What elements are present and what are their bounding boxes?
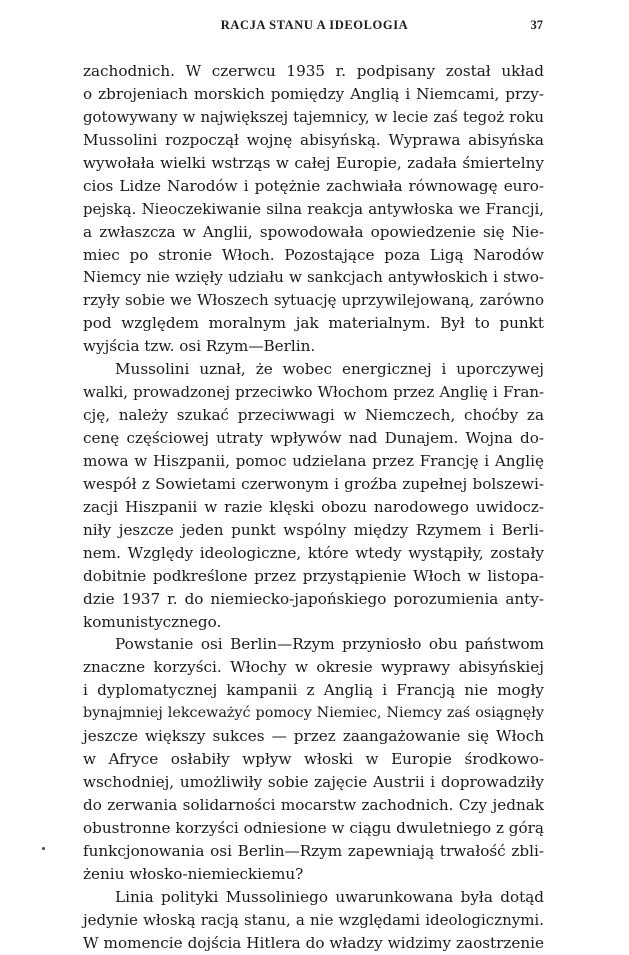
text-line: wywołała wielki wstrząs w całej Europie, zadała śmiertelny	[83, 153, 544, 172]
text-line: wyjścia tzw. osi Rzym—Berlin.	[83, 337, 316, 356]
text-line: Mussolini uznał, że wobec energicznej i uporczywej	[115, 360, 544, 379]
paragraph	[83, 886, 544, 955]
text-line: funkcjonowania osi Berlin—Rzym zapewniają trwałość zbli-	[83, 841, 544, 860]
text-line: dobitnie podkreślone przez przystąpienie Włoch w listopa-	[83, 566, 544, 585]
text-line: niły jeszcze jeden punkt wspólny między Rzymem i Berli-	[83, 520, 544, 539]
running-title: RACJA STANU A IDEOLOGIA	[220, 18, 409, 32]
text-line: miec po stronie Włoch. Pozostające poza Ligą Narodów	[83, 245, 544, 264]
paragraph	[83, 358, 544, 633]
text-line: żeniu włosko-niemieckiemu?	[83, 864, 304, 883]
paper-speck	[42, 847, 45, 850]
page-number: 37	[530, 18, 543, 32]
running-head	[0, 18, 629, 38]
text-line: dzie 1937 r. do niemiecko-japońskiego porozumienia anty-	[83, 589, 544, 608]
text-line: rzyły sobie we Włoszech sytuację uprzywilejowaną, zarówno	[83, 291, 544, 310]
paragraph	[83, 633, 544, 885]
text-line: mowa w Hiszpanii, pomoc udzielana przez Francję i Anglię	[83, 451, 544, 470]
text-line: Mussolini rozpoczął wojnę abisyńską. Wyprawa abisyńska	[83, 130, 544, 149]
text-line: cios Lidze Narodów i potężnie zachwiała równowagę euro-	[83, 176, 544, 195]
text-line: Linia polityki Mussoliniego uwarunkowana była dotąd	[115, 887, 544, 906]
text-line: pod względem moralnym jak materialnym. Był to punkt	[83, 314, 544, 333]
text-line: nem. Względy ideologiczne, które wtedy wystąpiły, zostały	[83, 543, 544, 562]
text-line: Powstanie osi Berlin—Rzym przyniosło obu państwom	[115, 635, 544, 654]
text-line: cję, należy szukać przeciwwagi w Niemczech, choćby za	[83, 406, 544, 425]
text-line: zachodnich. W czerwcu 1935 r. podpisany został układ	[83, 62, 544, 80]
text-line: do zerwania solidarności mocarstw zachodnich. Czy jednak	[83, 796, 544, 814]
paragraph	[83, 60, 544, 358]
text-line: wschodniej, umożliwiły sobie zajęcie Austrii i doprowadziły	[83, 773, 544, 792]
text-line: wespół z Sowietami czerwonym i groźba zupełnej bolszewi-	[83, 474, 544, 493]
text-line: zacji Hiszpanii w razie klęski obozu narodowego uwidocz-	[83, 497, 544, 516]
text-line: gotowywany w największej tajemnicy, w lecie zaś tegoż roku	[83, 107, 544, 126]
text-line: Niemcy nie wzięły udziału w sankcjach antywłoskich i stwo-	[83, 268, 544, 287]
text-line: W momencie dojścia Hitlera do władzy widzimy zaostrzenie	[83, 933, 544, 952]
text-line: jeszcze większy sukces — przez zaangażowanie się Włoch	[83, 727, 544, 746]
text-line: o zbrojeniach morskich pomiędzy Anglią i Niemcami, przy-	[83, 84, 544, 103]
text-line: a zwłaszcza w Anglii, spowodowała opowiedzenie się Nie-	[83, 222, 544, 241]
text-line: bynajmniej lekceważyć pomocy Niemiec, Niemcy zaś osiągnęły	[83, 705, 544, 722]
text-line: jedynie włoską racją stanu, a nie względami ideologicznymi.	[83, 910, 544, 929]
text-line: cenę częściowej utraty wpływów nad Dunajem. Wojna do-	[83, 429, 544, 447]
text-line: obustronne korzyści odniesione w ciągu dwuletniego z górą	[83, 818, 544, 837]
text-line: znaczne korzyści. Włochy w okresie wyprawy abisyńskiej	[83, 658, 544, 677]
text-line: i dyplomatycznej kampanii z Anglią i Francją nie mogły	[83, 681, 544, 700]
text-line: walki, prowadzonej przeciwko Włochom przez Anglię i Fran-	[83, 383, 544, 402]
text-line: komunistycznego.	[83, 612, 222, 631]
text-line: pejską. Nieoczekiwanie silna reakcja antywłoska we Francji,	[83, 199, 544, 218]
body-text	[83, 60, 544, 955]
text-line: w Afryce osłabiły wpływ włoski w Europie środkowo-	[83, 750, 544, 769]
